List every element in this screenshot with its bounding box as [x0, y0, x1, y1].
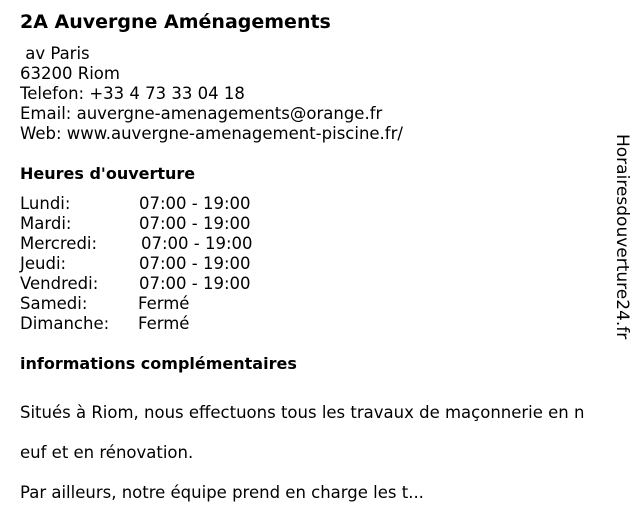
- day-hours: 07:00 - 19:00: [139, 274, 251, 293]
- day-hours: 07:00 - 19:00: [141, 234, 253, 253]
- day-hours: 07:00 - 19:00: [139, 254, 251, 273]
- business-name: 2A Auvergne Aménagements: [20, 11, 331, 33]
- day-label: Mercredi:: [20, 234, 98, 253]
- day-hours: 07:00 - 19:00: [139, 194, 251, 213]
- day-label: Dimanche:: [20, 314, 110, 333]
- street-address: av Paris: [20, 44, 90, 63]
- city-address: 63200 Riom: [20, 64, 120, 83]
- email-line: Email: auvergne-amenagements@orange.fr: [20, 104, 383, 123]
- day-hours: Fermé: [138, 294, 190, 313]
- opening-hours-heading: Heures d'ouverture: [20, 164, 196, 183]
- phone-line: Telefon: +33 4 73 33 04 18: [20, 84, 245, 103]
- additional-info-text: [20, 383, 620, 523]
- day-label: Samedi:: [20, 294, 88, 313]
- contact-block: [20, 44, 403, 144]
- info-line: Situés à Riom, nous effectuons tous les travaux de maçonnerie en n: [20, 403, 585, 422]
- day-label: Jeudi:: [20, 254, 67, 273]
- day-label: Lundi:: [20, 194, 71, 213]
- website-line: Web: www.auvergne-amenagement-piscine.fr/: [20, 124, 403, 143]
- site-brand-watermark: Horairesdouverture24.fr: [612, 134, 632, 340]
- day-hours: Fermé: [138, 314, 190, 333]
- day-hours: 07:00 - 19:00: [139, 214, 251, 233]
- info-line: Par ailleurs, notre équipe prend en charge les t...: [20, 483, 424, 502]
- day-label: Mardi:: [20, 214, 72, 233]
- info-line: euf et en rénovation.: [20, 443, 194, 462]
- day-label: Vendredi:: [20, 274, 99, 293]
- additional-info-heading: informations complémentaires: [20, 354, 297, 373]
